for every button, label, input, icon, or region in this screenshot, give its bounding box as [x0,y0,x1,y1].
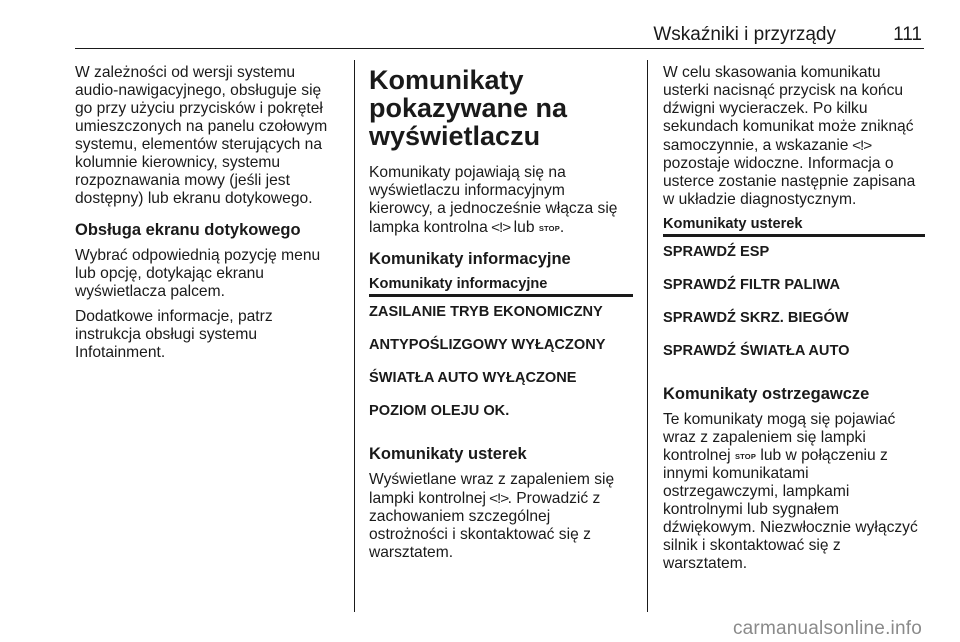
text-line: kierowcy, a jednocześnie włącza się [369,200,618,217]
text-line: W celu skasowania komunikatu [663,64,881,81]
info-message-row: ŚWIATŁA AUTO WYŁĄCZONE [369,370,577,386]
stop-lamp-icon: STOP [734,452,757,461]
text-line: usterce zostanie następnie zapisana [663,173,916,190]
text-line: dostępny) lub ekranu dotykowego. [75,190,313,207]
text-segment: kontrolnej [663,447,735,464]
text-line: pozostaje widoczne. Informacja o [663,155,894,172]
info-messages-table-header: Komunikaty informacyjne [369,276,633,297]
text-segment: lampka kontrolna [369,219,493,236]
warning-lamp-icon: <!> [491,219,511,235]
title-line: Komunikaty [369,65,524,95]
text-line: Wybrać odpowiednią pozycję menu [75,247,321,264]
text-line: Dodatkowe informacje, patrz [75,308,273,325]
text-line: W zależności od wersji systemu [75,64,296,81]
text-segment: . [559,219,565,236]
text-line: innymi komunikatami [663,465,809,482]
messages-intro-paragraph [369,164,633,237]
text-line: silnik i skontaktować się z [663,537,841,554]
text-line: warsztatem. [369,544,454,561]
text-line: kolumnie kierownicy, systemu [75,154,281,171]
fault-messages-table-header: Komunikaty usterek [663,216,925,237]
text-line: warsztatem. [663,555,748,572]
text-segment: samoczynnie, a wskazanie [663,137,849,154]
more-info-paragraph [75,308,340,362]
text-line: audio-nawigacyjnego, obsługuje się [75,82,322,99]
text-line: ostrzegawczymi, lampkami [663,483,850,500]
title-line: wyświetlaczu [369,121,541,151]
warning-lamp-icon: <!> [851,137,871,153]
fault-message-row: SPRAWDŹ ŚWIATŁA AUTO [663,343,850,359]
text-line: Infotainment. [75,344,166,361]
column-divider [354,60,355,612]
stop-lamp-icon: STOP [538,224,560,233]
text-line: wyświetlacza palcem. [75,283,225,300]
warning-lamp-icon: <!> [489,490,509,506]
text-line: dźwiękowym. Niezwłocznie wyłączyć [663,519,918,536]
text-line: w układzie diagnostycznym. [663,191,857,208]
touch-screen-heading: Obsługa ekranu dotykowego [75,221,301,239]
fault-message-row: SPRAWDŹ FILTR PALIWA [663,277,840,293]
text-line: lub opcję, dotykając ekranu [75,265,264,282]
section-main-title [369,66,633,150]
info-messages-heading: Komunikaty informacyjne [369,250,571,268]
page-number: 111 [893,24,922,45]
text-segment: lampki kontrolnej [369,490,491,507]
touch-paragraph [75,247,340,301]
text-line: zachowaniem szczególnej [369,508,551,525]
info-message-row: ANTYPOŚLIZGOWY WYŁĄCZONY [369,337,606,353]
text-line: instrukcja obsługi systemu [75,326,258,343]
text-line: rozpoznawania mowy (jeśli jest [75,172,290,189]
text-line: kontrolnymi lub sygnałem [663,501,839,518]
text-line: Komunikaty pojawiają się na [369,164,566,181]
info-message-row: ZASILANIE TRYB EKONOMICZNY [369,304,603,320]
fault-paragraph [369,471,633,562]
text-line: sekundach komunikat może zniknąć [663,118,914,135]
column-divider [647,60,648,612]
fault-message-row: SPRAWDŹ SKRZ. BIEGÓW [663,310,849,326]
text-segment: . Prowadzić z [507,490,601,507]
text-line [663,447,925,465]
spacer [663,360,925,372]
info-message-row: POZIOM OLEJU OK. [369,403,510,419]
warning-paragraph [663,411,925,573]
text-line [369,218,633,237]
text-line [369,489,633,508]
warning-messages-heading: Komunikaty ostrzegawcze [663,385,870,403]
section-title: Wskaźniki i przyrządy [653,24,836,45]
text-segment: lub w połączeniu z [756,447,888,464]
column-left [75,64,340,369]
text-line: dźwigni wycieraczek. Po kilku [663,100,868,117]
column-right [663,64,925,580]
text-line: Te komunikaty mogą się pojawiać [663,411,896,428]
text-segment: lub [509,219,539,236]
text-line: wraz z zapaleniem się lampki [663,429,866,446]
text-line [663,136,925,155]
fault-messages-heading: Komunikaty usterek [369,445,527,463]
column-middle [369,64,633,569]
text-line: go przy użyciu przycisków i pokręteł [75,100,323,117]
text-line: Wyświetlane wraz z zapaleniem się [369,471,615,488]
text-line: systemu, elementów sterujących na [75,136,323,153]
text-line: usterki nacisnąć przycisk na końcu [663,82,904,99]
cancel-paragraph [663,64,925,209]
spacer [369,420,633,432]
text-line: ostrożności i skontaktować się z [369,526,591,543]
text-line: wyświetlaczu informacyjnym [369,182,565,199]
page-header [75,26,924,49]
fault-message-row: SPRAWDŹ ESP [663,244,770,260]
title-line: pokazywane na [369,93,568,123]
text-line: umieszczonych na panelu czołowym [75,118,328,135]
intro-paragraph [75,64,340,208]
watermark: carmanualsonline.info [732,618,922,639]
